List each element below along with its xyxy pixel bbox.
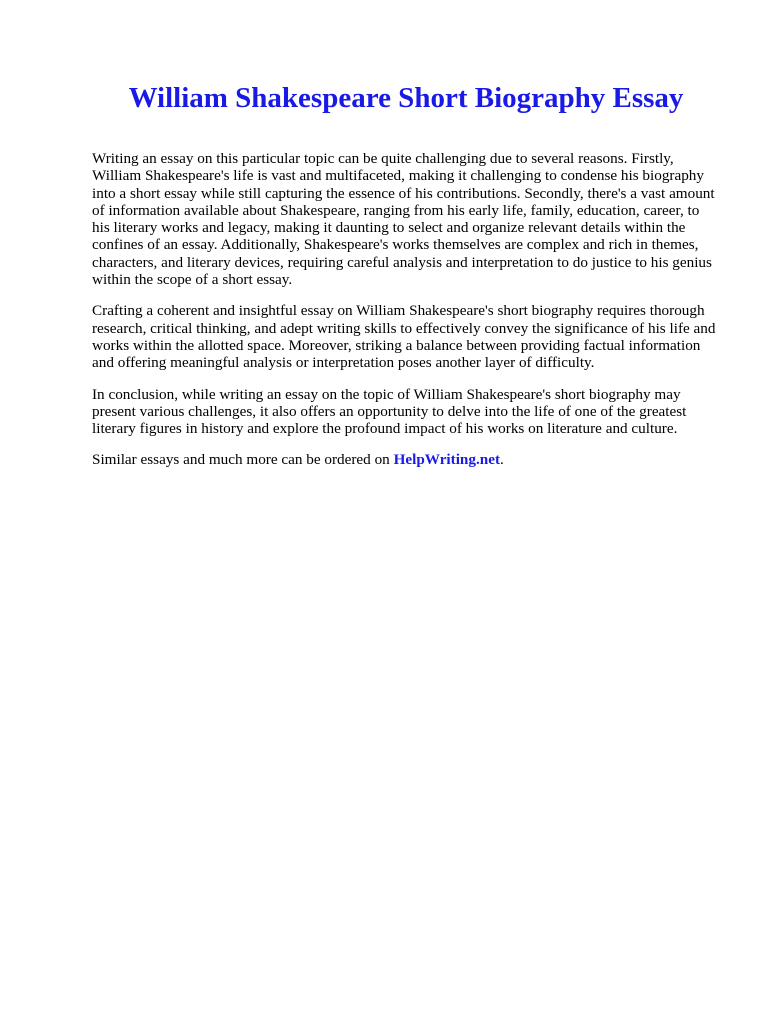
closing-suffix: .	[500, 451, 504, 469]
paragraph-crafting: Crafting a coherent and insightful essay on William Shakespeare's short biography requires thorough research, critical thinking, and adept writing skills to effectively convey the significance of his life and works within the allotted space. Moreover, striking a balance between providing factual information and offering meaningful analysis or interpretation poses another layer of difficulty.	[92, 302, 716, 372]
helpwriting-link[interactable]: HelpWriting.net	[393, 451, 501, 469]
closing-prefix: Similar essays and much more can be ordered on	[92, 451, 394, 469]
paragraph-conclusion: In conclusion, while writing an essay on the topic of William Shakespeare's short biography may present various challenges, it also offers an opportunity to delve into the life of one of the greatest literary figures in history and explore the profound impact of his works on literature and culture.	[92, 385, 687, 438]
document-body	[92, 150, 716, 483]
closing-line	[92, 451, 716, 468]
document-title: William Shakespeare Short Biography Essay	[128, 82, 684, 114]
paragraph-intro: Writing an essay on this particular topic can be quite challenging due to several reasons. Firstly, William Shakespeare's life is vast and multifaceted, making it challenging to condense his biography into a short essay while still capturing the essence of his contributions. Secondly, there's a vast amount of information available about Shakespeare, ranging from his early life, family, education, career, to his literary works and legacy, making it daunting to select and organize relevant details within the confines of an essay. Additionally, Shakespeare's works themselves are complex and rich in themes, characters, and literary devices, requiring careful analysis and interpretation to do justice to his genius within the scope of a short essay.	[92, 150, 715, 289]
